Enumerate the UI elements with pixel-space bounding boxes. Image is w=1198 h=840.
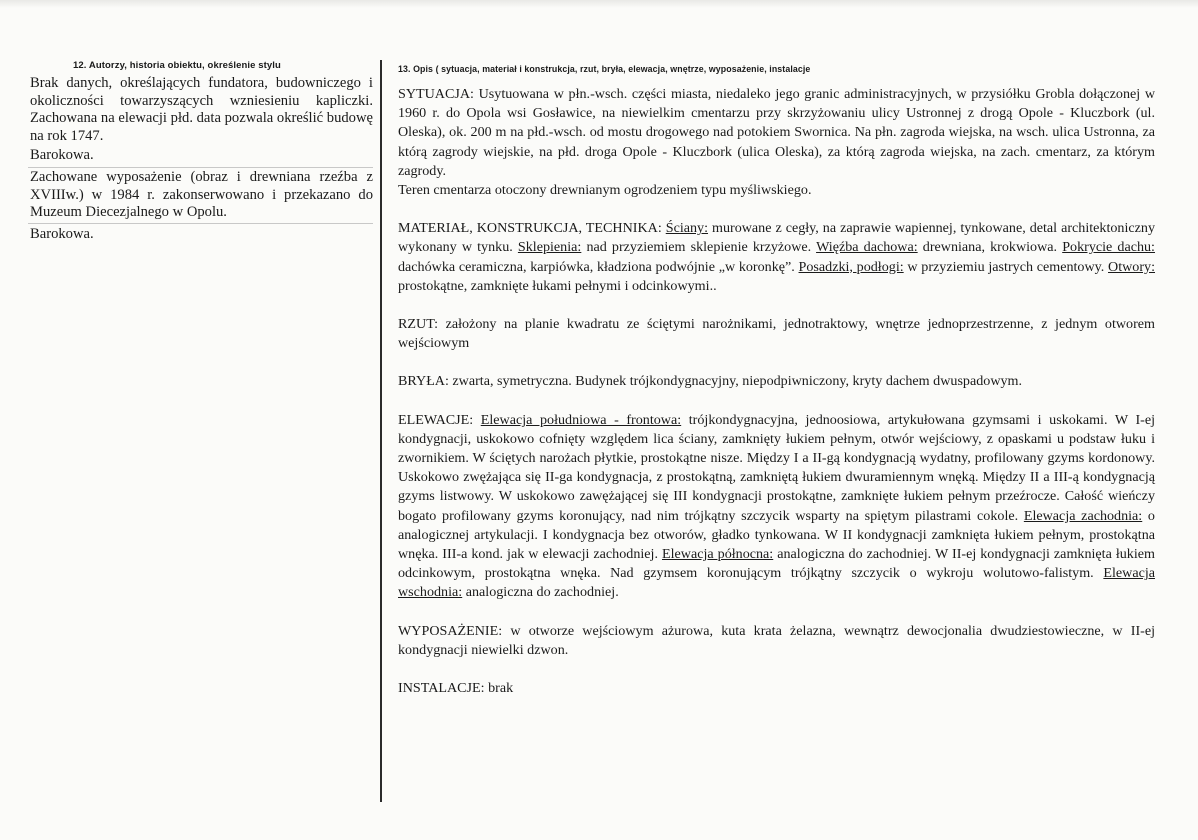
style-paragraph-1: Barokowa. bbox=[30, 147, 94, 164]
wiezba-label: Więźba dachowa: bbox=[816, 239, 918, 256]
elewacje-paragraph bbox=[398, 411, 1155, 603]
instalacje-label: INSTALACJE: bbox=[398, 680, 485, 697]
right-section-header: 13. Opis ( sytuacja, materiał i konstrukcja, rzut, bryła, elewacja, wnętrze, wyposażenie, instalacje bbox=[398, 64, 811, 74]
otwory-text: prostokątne, zamknięte łukami pełnymi i odcinkowymi.. bbox=[398, 277, 717, 294]
sytuacja-paragraph-2: Teren cmentarza otoczony drewnianym ogrodzeniem typu myśliwskiego. bbox=[398, 182, 812, 199]
right-column bbox=[398, 64, 1155, 717]
left-section-header: 12. Autorzy, historia obiektu, określenie stylu bbox=[73, 60, 281, 71]
posadzki-label: Posadzki, podłogi: bbox=[798, 258, 904, 275]
sklepienia-text: nad przyziemiem sklepienie krzyżowe. bbox=[581, 239, 812, 256]
sciany-text: murowane z cegły, na zaprawie wapiennej, tynkowane, detal architektoniczny wykonany w tynku. bbox=[398, 220, 1155, 256]
left-section-body bbox=[28, 75, 373, 243]
elewacja-pld-label: Elewacja południowa - frontowa: bbox=[480, 411, 682, 428]
rzut-paragraph bbox=[398, 315, 1155, 353]
sciany-label: Ściany: bbox=[665, 220, 709, 237]
wyposazenie-paragraph bbox=[398, 622, 1155, 660]
elewacja-zach-text: o analogicznej artykulacji. I kondygnacja bez otworów, gładko tynkowana. W II kondygnacji zamknięta łukiem pełnym, prostokątna wnęka. III-a kond. jak w elewacji zachodniej. bbox=[398, 507, 1155, 563]
elewacja-wsch-label: Elewacja wschodnia: bbox=[398, 565, 1155, 601]
right-section-body bbox=[398, 85, 1155, 698]
otwory-label: Otwory: bbox=[1108, 258, 1155, 275]
sytuacja-label: SYTUACJA: bbox=[398, 86, 474, 102]
bryla-label: BRYŁA: bbox=[398, 373, 449, 390]
elewacja-wsch-text: analogiczna do zachodniej. bbox=[462, 584, 619, 601]
wyposazenie-text: w otworze wejściowym ażurowa, kuta krata żelazna, wewnątrz dewocjonalia dwudziestowieczne, w II-ej kondygnacji niewielki dzwon. bbox=[398, 622, 1155, 658]
bryla-text: zwarta, symetryczna. Budynek trójkondygnacyjny, niepodpiwniczony, kryty dachem dwuspadowym. bbox=[448, 373, 1023, 390]
sklepienia-label: Sklepienia: bbox=[517, 239, 582, 256]
material-paragraph bbox=[398, 219, 1155, 296]
instalacje-text: brak bbox=[484, 680, 514, 697]
equipment-paragraph: Zachowane wyposażenie (obraz i drewniana rzeźba z XVIIIw.) w 1984 r. zakonserwowano i przekazano do Muzeum Diecezjalnego w Opolu. bbox=[28, 167, 373, 224]
elewacja-zach-label: Elewacja zachodnia: bbox=[1023, 507, 1143, 524]
elewacje-label: ELEWACJE: bbox=[398, 411, 474, 428]
history-paragraph: Brak danych, określających fundatora, budowniczego i okoliczności towarzyszących wzniesieniu kapliczki. Zachowana na elewacji płd. data pozwala określić budowę na rok 1747. bbox=[30, 75, 373, 144]
elewacja-pln-label: Elewacja północna: bbox=[662, 546, 774, 563]
material-label: MATERIAŁ, KONSTRUKCJA, TECHNIKA: bbox=[398, 220, 662, 237]
left-column bbox=[28, 60, 373, 245]
elewacja-pld-text: trójkondygnacyjna, jednoosiowa, artykułowana gzymsami i uskokami. W I-ej kondygnacji, uskokowo cofnięty względem lica ściany, zamknięty łukiem pełnym, otwór wejściowy, z opaskami u podstaw łuku i zwornikiem. W ściętych narożach płytkie, prostokątne nisze. Między I a II-gą kondygnacją wydatny, profilowany gzyms kordonowy. Uskokowo zwężająca się II-ga kondygnacja, z prostokątną, zamkniętą łukiem dwuramiennym wnęką. Między II a III-ą kondygnacją gzyms listwowy. W uskokowo zawężającej się III kondygnacji prostokątne, zamknięte łukiem pełnym przeźrocze. Całość wieńczy bogato profilowany gzyms koronujący, nad nim trójkątny szczycik wsparty na spiętym pilastrami cokole. bbox=[398, 411, 1155, 524]
style-paragraph-2: Barokowa. bbox=[30, 225, 94, 242]
wiezba-text: drewniana, krokwiowa. bbox=[917, 239, 1058, 256]
bryla-paragraph bbox=[398, 372, 1155, 391]
posadzki-text: w przyziemiu jastrych cementowy. bbox=[903, 258, 1105, 275]
pokrycie-text: dachówka ceramiczna, karpiówka, kładziona podwójnie „w koronkę”. bbox=[398, 258, 795, 275]
scan-edge bbox=[0, 0, 1198, 8]
sytuacja-paragraph bbox=[398, 85, 1155, 181]
instalacje-paragraph bbox=[398, 679, 1155, 698]
rzut-label: RZUT: bbox=[398, 316, 439, 333]
elewacja-pln-text: analogiczna do zachodniej. W II-ej kondygnacji zamknięta łukiem odcinkowym, prostokątna wnęka. Nad gzymsem koronującym trójkątny szczycik o wykroju wolutowo-falistym. bbox=[398, 546, 1155, 582]
sytuacja-text: Usytuowana w płn.-wsch. części miasta, niedaleko jego granic administracyjnych, w przysiółku Grobla dołączonej w 1960 r. do Opola wsi Gosławice, na niewielkim cmentarzu przy skrzyżowaniu ulicy Ustronnej z drogą Opole - Kluczbork (ul. Oleska), ok. 200 m na płd.-wsch. od mostu drogowego nad potokiem Swornica. Na płn. zagroda wiejska, na wsch. ulica Ustronna, za którą zagrody wiejskie, na płd. droga Opole - Kluczbork (ulica Oleska), za którą zagroda wiejska, na zach. cmentarz, za którym zagrody. bbox=[398, 86, 1155, 179]
rzut-text: założony na planie kwadratu ze ściętymi narożnikami, jednotraktowy, wnętrze jednoprzestrzenne, z jednym otworem wejściowym bbox=[398, 316, 1155, 352]
column-divider bbox=[380, 60, 382, 802]
pokrycie-label: Pokrycie dachu: bbox=[1062, 239, 1155, 256]
wyposazenie-label: WYPOSAŻENIE: bbox=[398, 622, 503, 639]
